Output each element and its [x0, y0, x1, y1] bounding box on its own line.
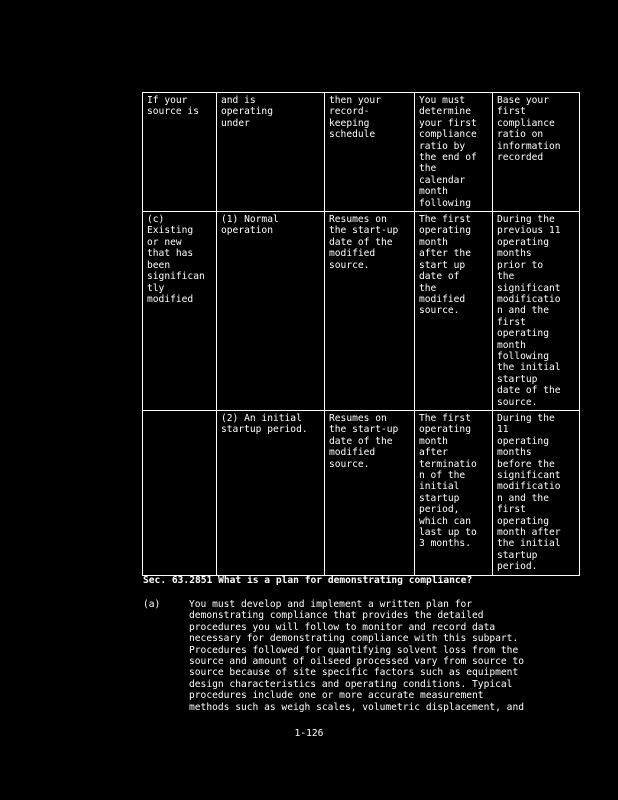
header-cell-determine: You must determine your first compliance ratio by the end of the calendar month following	[415, 93, 493, 212]
cell-source	[143, 410, 217, 575]
paragraph-text: You must develop and implement a written plan for demonstrating compliance that provides the detailed procedures you will follow to monitor and record data necessary for demonstrating compliance with this subpart. Procedures followed for quantifying solvent loss from the source and amount of oilseed processed vary from source to source because of site specific factors such as equipment design characteristics and operating conditions. Typical procedures include one or more accurate measurement methods such as weigh scales, volumetric displacement, and	[189, 599, 525, 713]
header-cell-source: If your source is	[143, 93, 217, 212]
cell-determine: The first operating month after the start up date of the modified source.	[415, 212, 493, 411]
header-cell-operating: and is operating under	[217, 93, 325, 212]
table-row	[143, 212, 580, 411]
header-cell-schedule: then your record- keeping schedule	[325, 93, 415, 212]
cell-base: During the 11 operating months before the significant modificatio n and the first operating month after the initial startup period.	[493, 410, 580, 575]
header-cell-base: Base your first compliance ratio on information recorded	[493, 93, 580, 212]
cell-determine: The first operating month after terminatio n of the initial startup period, which can last up to 3 months.	[415, 410, 493, 575]
cell-schedule: Resumes on the start-up date of the modified source.	[325, 410, 415, 575]
cell-operating: (2) An initial startup period.	[217, 410, 325, 575]
cell-source: (c) Existing or new that has been significan tly modified	[143, 212, 217, 411]
cell-schedule: Resumes on the start-up date of the modified source.	[325, 212, 415, 411]
cell-operating: (1) Normal operation	[217, 212, 325, 411]
page-number: 1-126	[294, 728, 324, 739]
section-heading: Sec. 63.2851 What is a plan for demonstrating compliance?	[143, 575, 473, 586]
table-row	[143, 410, 580, 575]
compliance-schedule-table	[142, 92, 580, 576]
cell-base: During the previous 11 operating months prior to the significant modificatio n and the first operating month following the initial startup date of the source.	[493, 212, 580, 411]
table-header-row	[143, 93, 580, 212]
paragraph-label: (a)	[143, 599, 161, 610]
